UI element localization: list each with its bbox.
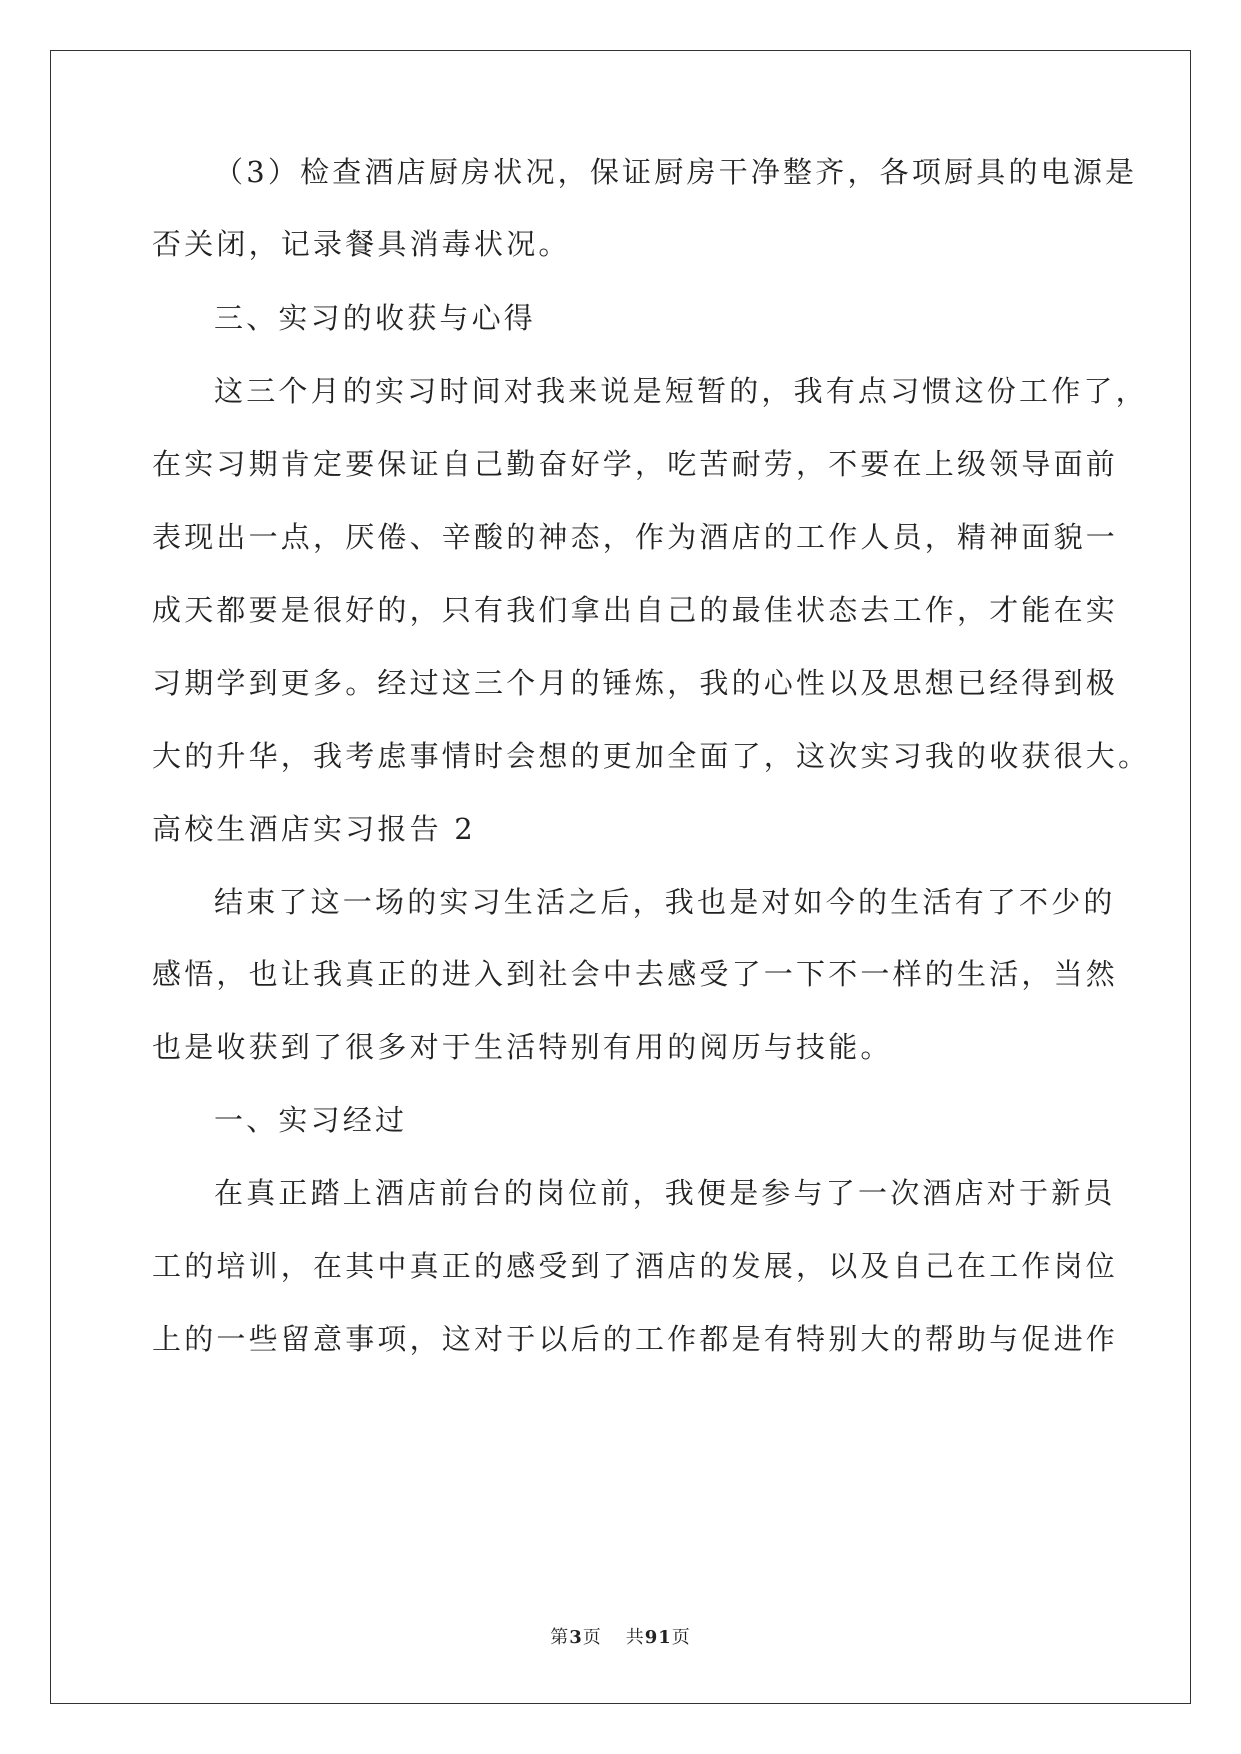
paragraph-line: 感悟，也让我真正的进入到社会中去感受了一下不一样的生活，当然 xyxy=(152,957,1119,991)
section-heading: 一、实习经过 xyxy=(214,1103,408,1137)
paragraph-line: 大的升华，我考虑事情时会想的更加全面了，这次实习我的收获很大。 xyxy=(152,739,1151,773)
paragraph-line: 结束了这一场的实习生活之后，我也是对如今的生活有了不少的 xyxy=(214,885,1116,919)
section-heading: 三、实习的收获与心得 xyxy=(214,301,537,335)
paragraph-line: 这三个月的实习时间对我来说是短暂的，我有点习惯这份工作了， xyxy=(214,374,1148,408)
footer-page-word: 页 xyxy=(582,1627,602,1648)
paragraph-line: 也是收获到了很多对于生活特别有用的阅历与技能。 xyxy=(152,1030,893,1064)
current-page-number: 3 xyxy=(569,1627,583,1648)
footer-total-prefix: 共 xyxy=(625,1627,645,1648)
paragraph-line: （3）检查酒店厨房状况，保证厨房干净整齐，各项厨具的电源是 xyxy=(214,155,1138,189)
total-pages-number: 91 xyxy=(644,1627,672,1648)
footer-prefix: 第 xyxy=(550,1627,570,1648)
page-footer xyxy=(0,1623,1241,1649)
document-title: 高校生酒店实习报告 2 xyxy=(152,812,476,846)
paragraph-line: 在实习期肯定要保证自己勤奋好学，吃苦耐劳，不要在上级领导面前 xyxy=(152,447,1119,481)
footer-total-suffix: 页 xyxy=(671,1627,691,1648)
paragraph-line: 成天都要是很好的，只有我们拿出自己的最佳状态去工作，才能在实 xyxy=(152,593,1119,627)
page-border xyxy=(50,50,1191,1704)
paragraph-line: 在真正踏上酒店前台的岗位前，我便是参与了一次酒店对于新员 xyxy=(214,1176,1116,1210)
paragraph-line: 习期学到更多。经过这三个月的锤炼，我的心性以及思想已经得到极 xyxy=(152,666,1119,700)
paragraph-line: 否关闭，记录餐具消毒状况。 xyxy=(152,227,571,261)
paragraph-line: 表现出一点，厌倦、辛酸的神态，作为酒店的工作人员，精神面貌一 xyxy=(152,520,1119,554)
paragraph-line: 工的培训，在其中真正的感受到了酒店的发展，以及自己在工作岗位 xyxy=(152,1249,1119,1283)
paragraph-line: 上的一些留意事项，这对于以后的工作都是有特别大的帮助与促进作 xyxy=(152,1322,1119,1356)
